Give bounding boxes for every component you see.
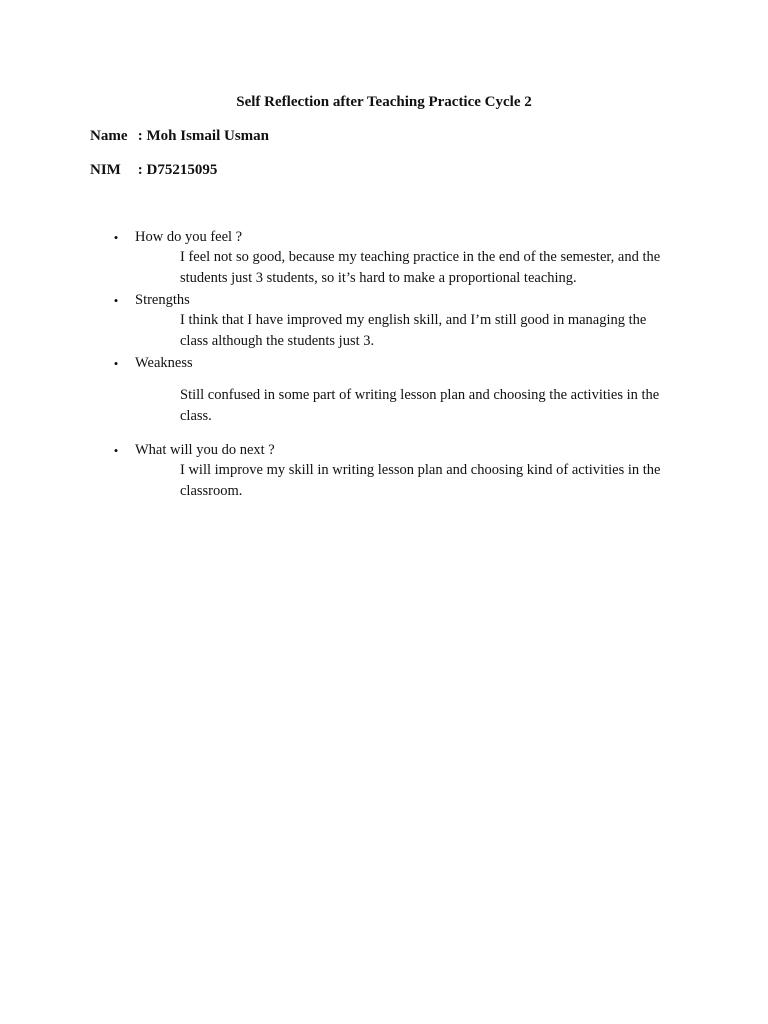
item-text: I will improve my skill in writing lesson plan and choosing kind of activities in the classroom. [180,462,661,499]
nim-value: : D75215095 [137,162,218,178]
item-heading: What will you do next ? [135,442,275,458]
item-text: Still confused in some part of writing lesson plan and choosing the activities in the class. [180,387,660,424]
bullet-icon: • [113,443,119,458]
name-value: : Moh Ismail Usman [137,128,270,144]
name-row [90,126,269,146]
nim-row [90,160,217,180]
item-heading: How do you feel ? [135,229,243,245]
document-title: Self Reflection after Teaching Practice Cycle 2 [236,94,532,110]
bullet-icon: • [113,293,119,308]
bullet-icon: • [113,230,119,245]
item-text: I feel not so good, because my teaching practice in the end of the semester, and the students just 3 students, so it’s hard to make a proportional teaching. [180,249,661,286]
item-heading: Weakness [135,355,193,371]
nim-label: NIM [90,162,121,178]
item-heading: Strengths [135,292,190,308]
name-label: Name [90,128,128,144]
bullet-icon: • [113,356,119,371]
item-text: I think that I have improved my english skill, and I’m still good in managing the class although the students just 3. [180,312,647,349]
